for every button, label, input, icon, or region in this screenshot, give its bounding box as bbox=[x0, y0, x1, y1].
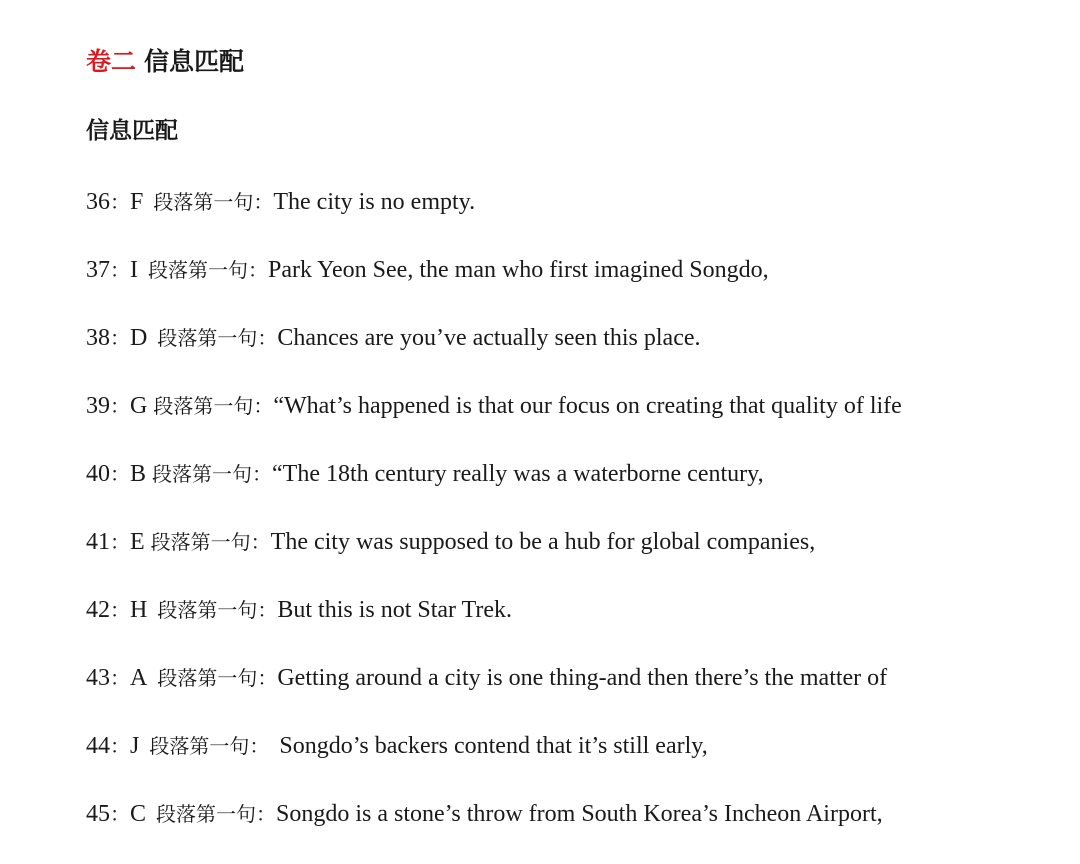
question-number: 45 bbox=[86, 801, 110, 827]
answer-row bbox=[86, 184, 1066, 252]
label-colon: ： bbox=[257, 326, 278, 350]
answer-letter: I bbox=[130, 257, 138, 283]
answer-letter: A bbox=[130, 665, 148, 691]
separator: ： bbox=[110, 326, 130, 350]
first-sentence: The city is no empty. bbox=[273, 189, 476, 215]
label-first-sentence: 段落第一句 bbox=[157, 326, 258, 350]
answer-row bbox=[86, 388, 1066, 456]
question-number: 43 bbox=[86, 665, 110, 691]
separator: ： bbox=[110, 394, 130, 418]
first-sentence: But this is not Star Trek. bbox=[277, 597, 513, 623]
answer-letter: F bbox=[130, 189, 144, 215]
answer-row bbox=[86, 592, 1066, 660]
first-sentence: “What’s happened is that our focus on creating that quality of life bbox=[273, 393, 902, 419]
separator: ： bbox=[110, 666, 130, 690]
separator: ： bbox=[110, 530, 130, 554]
separator: ： bbox=[110, 462, 130, 486]
question-number: 40 bbox=[86, 461, 110, 487]
label-first-sentence: 段落第一句 bbox=[156, 802, 257, 826]
answer-row bbox=[86, 796, 1066, 864]
answer-letter: C bbox=[130, 801, 147, 827]
answer-list bbox=[86, 184, 1066, 864]
answer-letter: H bbox=[130, 597, 148, 623]
first-sentence: Chances are you’ve actually seen this place. bbox=[277, 325, 701, 351]
label-colon: ： bbox=[253, 190, 274, 214]
question-number: 36 bbox=[86, 189, 110, 215]
question-number: 44 bbox=[86, 733, 110, 759]
answer-letter: E bbox=[130, 529, 145, 555]
label-colon: ： bbox=[250, 530, 271, 554]
label-first-sentence: 段落第一句 bbox=[153, 190, 254, 214]
separator: ： bbox=[110, 258, 130, 282]
question-number: 38 bbox=[86, 325, 110, 351]
separator: ： bbox=[110, 190, 130, 214]
separator: ： bbox=[110, 802, 130, 826]
label-colon: ： bbox=[252, 462, 273, 486]
first-sentence: Songdo’s backers contend that it’s still early, bbox=[279, 733, 708, 759]
answer-row bbox=[86, 660, 1066, 728]
label-colon: ： bbox=[256, 802, 277, 826]
answer-row bbox=[86, 320, 1066, 388]
separator: ： bbox=[110, 598, 130, 622]
answer-row bbox=[86, 728, 1066, 796]
label-first-sentence: 段落第一句 bbox=[150, 530, 251, 554]
question-number: 39 bbox=[86, 393, 110, 419]
question-number: 41 bbox=[86, 529, 110, 555]
answer-row bbox=[86, 456, 1066, 524]
label-colon: ： bbox=[249, 734, 270, 758]
first-sentence: Park Yeon See, the man who first imagined Songdo, bbox=[268, 257, 769, 283]
label-first-sentence: 段落第一句 bbox=[153, 394, 254, 418]
section-heading bbox=[86, 44, 244, 80]
label-first-sentence: 段落第一句 bbox=[157, 598, 258, 622]
first-sentence: Songdo is a stone’s throw from South Korea’s Incheon Airport, bbox=[276, 801, 883, 827]
label-colon: ： bbox=[248, 258, 268, 282]
label-colon: ： bbox=[257, 666, 278, 690]
volume-label: 卷二 bbox=[86, 47, 137, 76]
answer-letter: B bbox=[130, 461, 147, 487]
separator: ： bbox=[110, 734, 130, 758]
label-first-sentence: 段落第一句 bbox=[148, 258, 248, 282]
answer-letter: J bbox=[130, 733, 140, 759]
label-colon: ： bbox=[253, 394, 274, 418]
label-colon: ： bbox=[257, 598, 278, 622]
section-title: 信息匹配 bbox=[144, 47, 245, 76]
first-sentence: “The 18th century really was a waterborne century, bbox=[272, 461, 764, 487]
answer-letter: D bbox=[130, 325, 148, 351]
label-first-sentence: 段落第一句 bbox=[149, 734, 250, 758]
answer-row bbox=[86, 524, 1066, 592]
subsection-title: 信息匹配 bbox=[86, 118, 178, 144]
label-first-sentence: 段落第一句 bbox=[157, 666, 258, 690]
answer-row bbox=[86, 252, 1066, 320]
label-first-sentence: 段落第一句 bbox=[152, 462, 253, 486]
question-number: 37 bbox=[86, 257, 110, 283]
answer-letter: G bbox=[130, 393, 148, 419]
question-number: 42 bbox=[86, 597, 110, 623]
first-sentence: The city was supposed to be a hub for global companies, bbox=[270, 529, 816, 555]
first-sentence: Getting around a city is one thing-and then there’s the matter of bbox=[277, 665, 888, 691]
